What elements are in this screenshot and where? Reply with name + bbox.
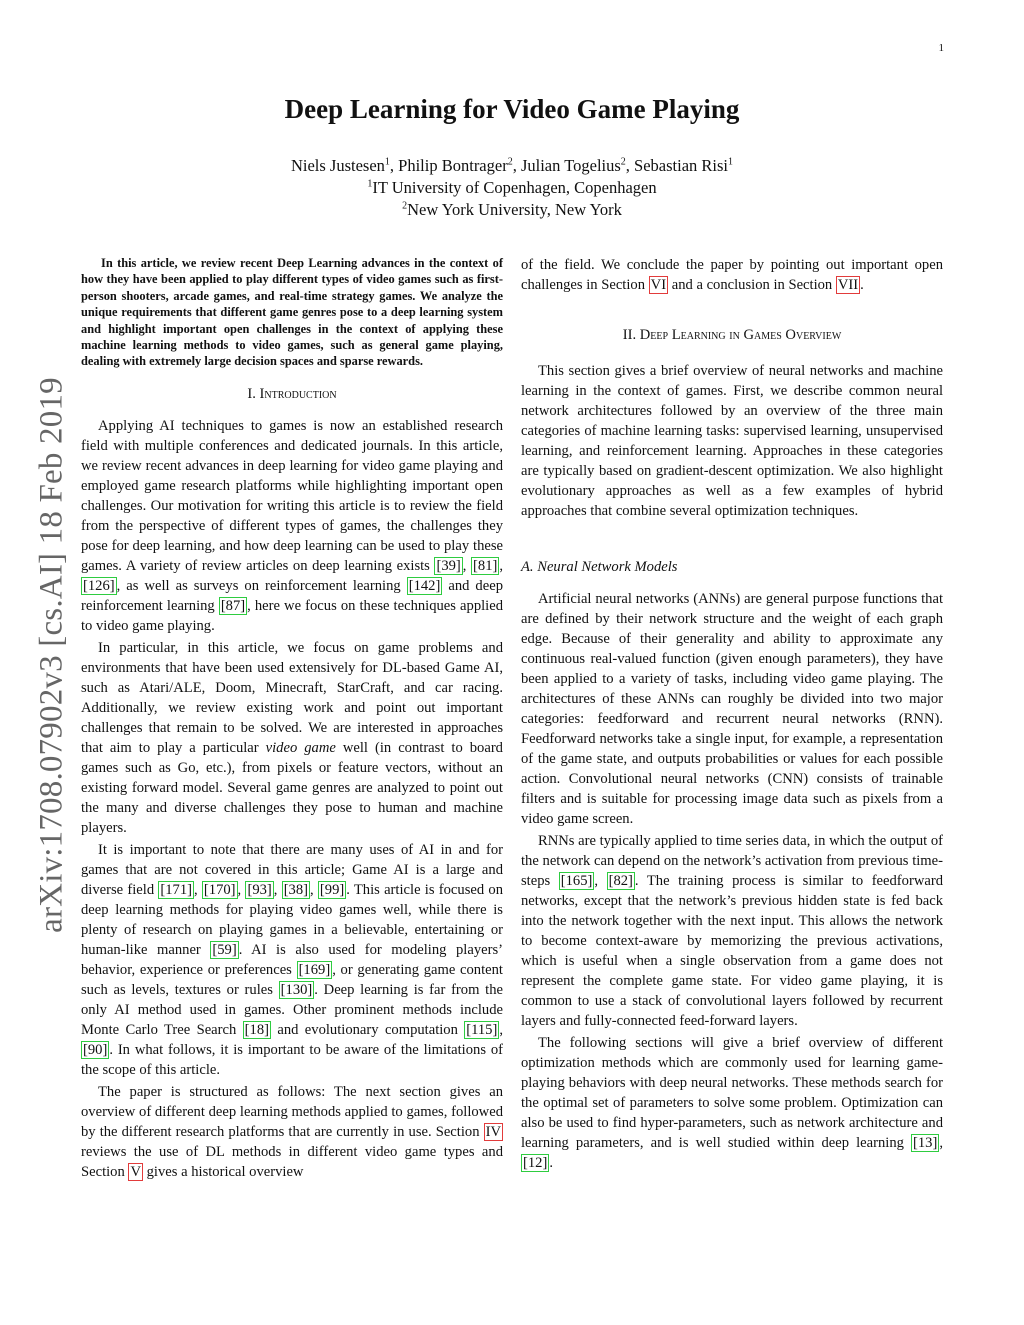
section-link[interactable]: VII [837, 277, 859, 293]
citation-link[interactable]: [59] [212, 941, 237, 958]
citation-link[interactable]: [171] [160, 881, 193, 898]
affiliation-1: $^1$IT University of Copenhagen, Copenhagen [367, 178, 657, 197]
affiliation-mark: 2 [507, 156, 513, 168]
author-name: Philip Bontrager [398, 156, 508, 175]
citation-link[interactable]: [169] [298, 961, 331, 978]
author-name: Julian Togelius [520, 156, 621, 175]
author-name: Niels Justesen [290, 156, 385, 175]
left-column [81, 255, 503, 1184]
paragraph: RNNs are typically applied to time series data, in which the output of the network can depend on the network’s activation from previous time-steps [165] , [82] . The training process is similar to feedforward networks, except that the network’s previous hidden state is fed back into the network together with the next input. This allows the network to become context-aware by memorizing the previous activations, which is useful when a single observation from a game does not represent the complete game state. For video game playing, it is common to use a stack of convolutional layers followed by recurrent layers and fully-connected feed-forward layers. [521, 833, 943, 1029]
affiliation-mark: 1 [384, 156, 390, 168]
paragraph: It is important to note that there are many uses of AI in and for games that are not covered in this article; Game AI is a large and diverse field [171] , [170] , [93] , [38] , [99] . This article is focused on deep learning methods for playing video games well, while there is plenty of research on playing games in a believable, entertaining or human-like manner [59] . AI is also used for modeling players’ behavior, experience or preferences [169] , or generating game content such as levels, textures or rules [130] . Deep learning is far from the only AI method used in games. Other prominent methods include Monte Carlo Tree Search [18] and evolutionary computation [115] , [90] . In what follows, it is important to be aware of the limitations of the scope of this article. [81, 841, 504, 1078]
author-name: Sebastian Risi [634, 156, 729, 175]
paragraph-continued: of the field. We conclude the paper by pointing out important open challenges in Section VI and a conclusion in Section VII . [521, 257, 943, 293]
affiliation-mark: 1 [728, 156, 734, 168]
citation-link[interactable]: [130] [280, 981, 313, 998]
section-heading-overview: II. Deep Learning in Games Overview [622, 327, 842, 343]
subsection-heading-neural-network-models: A. Neural Network Models [521, 559, 678, 575]
citation-link[interactable]: [170] [203, 881, 236, 898]
citation-link[interactable]: [13] [913, 1135, 938, 1151]
paragraph: The paper is structured as follows: The next section gives an overview of different deep learning methods applied to games, followed by the different research platforms that are currently in use. Section IV reviews the use of DL methods in different video game types and Section V gives a historical overview [81, 1083, 503, 1180]
section-link[interactable]: IV [485, 1123, 501, 1140]
citation-link[interactable]: [12] [523, 1155, 548, 1171]
citation-link[interactable]: [99] [319, 881, 345, 898]
paragraph: This section gives a brief overview of neural networks and machine learning in the context of games. First, we describe common neural network architectures followed by an overview of the three main categories of machine learning tasks: supervised learning, unsupervised learning, and reinforcement learning. Approaches in these categories are typically based on gradient-descent optimization. We also highlight evolutionary approaches as well as a few examples of hybrid approaches that combine several optimization techniques. [521, 363, 943, 519]
arxiv-identifier[interactable]: arXiv:1708.07902v3 [cs.AI] 18 Feb 2019 [33, 377, 70, 933]
section-heading-introduction: I. Introduction [247, 385, 337, 402]
paragraph: In particular, in this article, we focus on game problems and environments that have been used extensively for DL-based Game AI, such as Atari/ALE, Doom, Minecraft, StarCraft, and car racing. Additionally, we review existing work and point out important challenges that remain to be solved. We are interested in approaches that aim to play a particular video game well (in contrast to board games such as Go, etc.), from pixels or feature vectors, without an existing forward model. Several game genres are analyzed to point out the many and diverse challenges they pose to human and machine players. [81, 639, 503, 836]
paragraph: Artificial neural networks (ANNs) are general purpose functions that are defined by their network structure and the weight of each graph edge. Because of their generality and ability to approximate any continuous real-valued function (given enough parameters), they have been applied to a variety of tasks, including video game playing. The architectures of these ANNs can roughly be divided into two major categories: feedforward and recurrent neural networks (RNN). Feedforward networks take a single input, for example, a representation of the game state, and outputs probabilities or values for each possible action. Convolutional neural networks (CNN) consists of trainable filters and is suitable for processing image data such as pixels from a video game screen. [521, 591, 943, 827]
citation-link[interactable]: [39] [436, 557, 461, 574]
right-column [521, 255, 943, 1175]
citation-link[interactable]: [115] [466, 1021, 498, 1038]
paper-title: Deep Learning for Video Game Playing [284, 94, 740, 124]
paragraph: Applying AI techniques to games is now an established research field with multiple conferences and dedicated journals. In this article, we review recent advances in deep learning for video game playing and employed game research platforms while highlighting important open challenges. Our motivation for writing this article is to review the field from the perspective of different types of games, the challenges they pose for deep learning, and how deep learning can be used to play these games. A variety of review articles on deep learning exists [39] , [81] , [126] , as well as surveys on reinforcement learning [142] and deep reinforcement learning [87] , here we focus on these techniques applied to video game playing. [81, 417, 504, 634]
citation-link[interactable]: [142] [408, 577, 441, 594]
citation-link[interactable]: [93] [247, 881, 272, 898]
citation-link[interactable]: [81] [473, 557, 498, 574]
citation-link[interactable]: [126] [83, 577, 115, 594]
page-number: 1 [938, 42, 944, 54]
citation-link[interactable]: [18] [244, 1021, 269, 1038]
abstract: In this article, we review recent Deep Learning advances in the context of how they have been applied to play different types of video games such as first-person shooters, arcade games, and real-time strategy games. We analyze the unique requirements that different game genres pose to a deep learning system and highlight important open challenges in the context of applying these machine learning methods to video games, such as general game playing, dealing with extremely large decision spaces and sparse rewards. [81, 256, 503, 369]
paragraph: The following sections will give a brief overview of different optimization methods which are commonly used for learning game-playing behaviors with deep neural networks. These methods search for the optimal set of parameters to solve some problem. Optimization can also be used to find hyper-parameters, such as network architecture and learning parameters, and is well studied within deep learning [13] , [12] . [521, 1035, 943, 1171]
section-link[interactable]: V [130, 1163, 141, 1180]
citation-link[interactable]: [90] [83, 1041, 108, 1058]
author-names: Niels Justesen$^1$, Philip Bontrager$^2$, Julian Togelius$^2$, Sebastian Risi$^1$ [290, 156, 734, 175]
citation-link[interactable]: [38] [283, 881, 309, 898]
citation-link[interactable]: [82] [608, 873, 633, 889]
affiliation-mark: 2 [620, 156, 626, 168]
affiliation-2: $^2$New York University, New York [402, 200, 622, 219]
citation-link[interactable]: [87] [220, 597, 246, 614]
citation-link[interactable]: [165] [560, 873, 593, 889]
author-block [0, 155, 1024, 221]
section-link[interactable]: VI [650, 277, 667, 293]
